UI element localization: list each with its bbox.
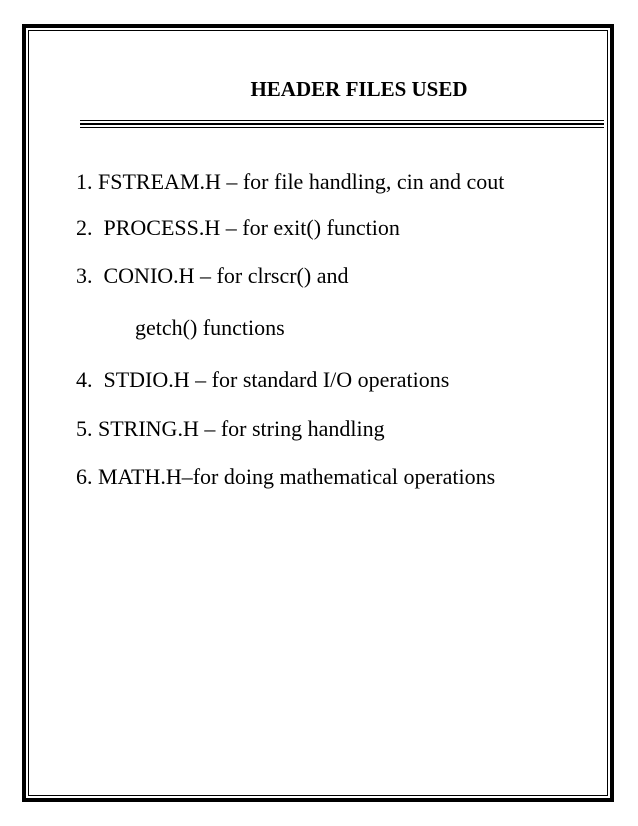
list-item-text: MATH.H–for doing mathematical operations [98, 464, 496, 489]
page-title: HEADER FILES USED [250, 77, 468, 101]
list-item [76, 171, 504, 193]
list-item-text: STRING.H – for string handling [98, 416, 385, 441]
list-item-number: 6. [76, 464, 93, 489]
list-item-text: STDIO.H – for standard I/O operations [103, 367, 450, 392]
title-underline [80, 123, 604, 125]
list-item-text: PROCESS.H – for exit() function [103, 215, 400, 240]
list-item [76, 217, 400, 239]
list-item [76, 265, 348, 287]
page-border [22, 24, 614, 802]
list-item-number: 5. [76, 416, 93, 441]
list-item-text: getch() functions [135, 315, 285, 340]
list-item-continuation [135, 317, 285, 339]
list-item [76, 418, 385, 440]
list-item-number: 3. [76, 263, 93, 288]
title-underline [80, 120, 604, 121]
list-item [76, 369, 449, 391]
list-item-text: FSTREAM.H – for file handling, cin and cout [98, 169, 505, 194]
list-item [76, 466, 495, 488]
title-underline [80, 127, 604, 128]
list-item-number: 1. [76, 169, 93, 194]
list-item-number: 4. [76, 367, 93, 392]
list-item-number: 2. [76, 215, 93, 240]
list-item-text: CONIO.H – for clrscr() and [103, 263, 349, 288]
